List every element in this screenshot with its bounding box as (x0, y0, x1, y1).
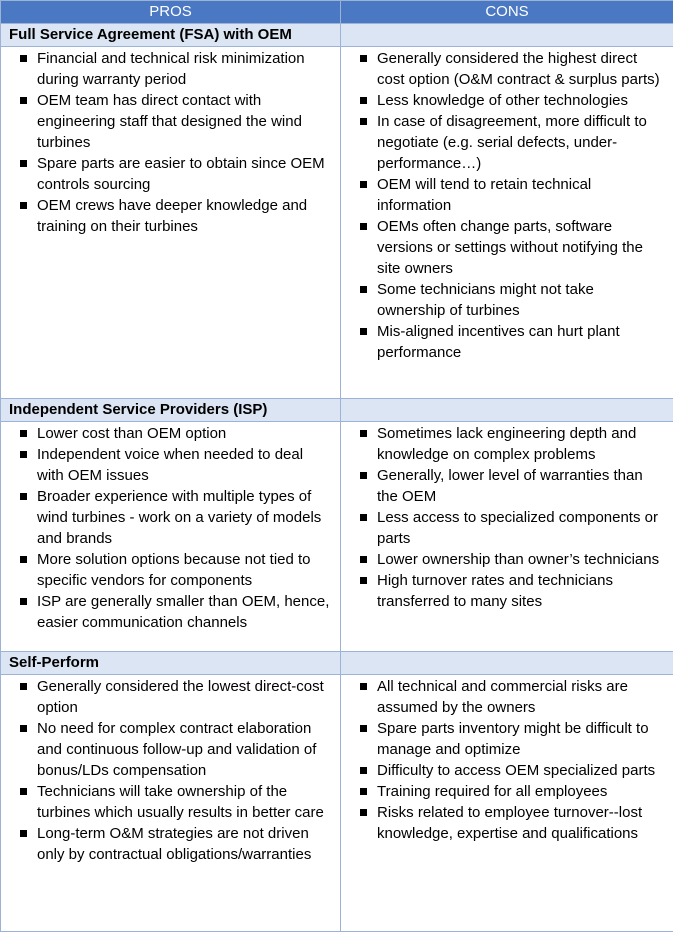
bullet-icon (20, 160, 27, 167)
item-text: No need for complex contract elaboration and continuous follow-up and validation of bonus/LDs compensation (37, 720, 316, 779)
list-item (9, 48, 332, 90)
item-text: Long-term O&M strategies are not driven only by contractual obligations/warranties (37, 825, 311, 863)
item-text: Broader experience with multiple types of wind turbines - work on a variety of models and brands (37, 488, 321, 547)
item-text: Risks related to employee turnover--lost knowledge, expertise and qualifications (377, 804, 642, 842)
cons-cell-isp (341, 422, 673, 652)
bullet-icon (360, 514, 367, 521)
item-text: High turnover rates and technicians transferred to many sites (377, 572, 613, 610)
section-title-isp: Independent Service Providers (ISP) (1, 399, 341, 422)
list-item (349, 676, 665, 718)
bullet-icon (360, 788, 367, 795)
pros-cell-self-perform (1, 675, 341, 932)
bullet-icon (20, 97, 27, 104)
cons-list-isp (341, 422, 673, 616)
list-item (349, 279, 665, 321)
list-item (9, 90, 332, 153)
list-item (9, 718, 332, 781)
bullet-icon (360, 767, 367, 774)
bullet-icon (360, 55, 367, 62)
section-title-fsa: Full Service Agreement (FSA) with OEM (1, 24, 341, 47)
item-text: Spare parts inventory might be difficult to manage and optimize (377, 720, 649, 758)
list-item (9, 676, 332, 718)
item-text: Training required for all employees (377, 783, 607, 800)
item-text: Less knowledge of other technologies (377, 92, 628, 109)
list-item (349, 48, 665, 90)
list-item (9, 591, 332, 633)
bullet-icon (360, 223, 367, 230)
cons-cell-self-perform (341, 675, 673, 932)
bullet-icon (360, 181, 367, 188)
item-text: Less access to specialized components or parts (377, 509, 658, 547)
item-text: Financial and technical risk minimization during warranty period (37, 50, 305, 88)
item-text: Generally considered the lowest direct-cost option (37, 678, 324, 716)
item-text: OEM crews have deeper knowledge and training on their turbines (37, 197, 307, 235)
list-item (349, 549, 665, 570)
item-text: Difficulty to access OEM specialized parts (377, 762, 655, 779)
item-text: Spare parts are easier to obtain since OEM controls sourcing (37, 155, 325, 193)
pros-header: PROS (1, 1, 341, 24)
section-title-row-self-perform (1, 652, 673, 675)
bullet-icon (20, 725, 27, 732)
list-item (349, 781, 665, 802)
item-text: Mis-aligned incentives can hurt plant performance (377, 323, 620, 361)
bullet-icon (20, 683, 27, 690)
list-item (9, 444, 332, 486)
item-text: Technicians will take ownership of the turbines which usually results in better care (37, 783, 324, 821)
item-text: Sometimes lack engineering depth and knowledge on complex problems (377, 425, 636, 463)
bullet-icon (360, 683, 367, 690)
section-content-row-fsa (1, 47, 673, 399)
list-item (9, 153, 332, 195)
section-title-row-fsa (1, 24, 673, 47)
list-item (349, 570, 665, 612)
bullet-icon (360, 556, 367, 563)
item-text: ISP are generally smaller than OEM, hence, easier communication channels (37, 593, 329, 631)
bullet-icon (360, 118, 367, 125)
cons-list-self-perform (341, 675, 673, 848)
section-content-row-self-perform (1, 675, 673, 932)
item-text: Generally considered the highest direct cost option (O&M contract & surplus parts) (377, 50, 660, 88)
item-text: Lower ownership than owner’s technicians (377, 551, 659, 568)
bullet-icon (20, 830, 27, 837)
list-item (349, 507, 665, 549)
item-text: All technical and commercial risks are assumed by the owners (377, 678, 628, 716)
bullet-icon (360, 472, 367, 479)
list-item (349, 465, 665, 507)
section-title-blank (341, 24, 673, 47)
bullet-icon (20, 493, 27, 500)
list-item (349, 321, 665, 363)
bullet-icon (360, 97, 367, 104)
section-title-row-isp (1, 399, 673, 422)
cons-header: CONS (341, 1, 673, 24)
pros-list-isp (1, 422, 340, 637)
list-item (9, 549, 332, 591)
bullet-icon (360, 286, 367, 293)
bullet-icon (20, 430, 27, 437)
pros-list-fsa (1, 47, 340, 241)
item-text: OEM will tend to retain technical information (377, 176, 591, 214)
list-item (349, 111, 665, 174)
list-item (9, 423, 332, 444)
section-title-blank (341, 652, 673, 675)
pros-cell-fsa (1, 47, 341, 399)
pros-cell-isp (1, 422, 341, 652)
item-text: Generally, lower level of warranties than the OEM (377, 467, 643, 505)
header-row (1, 1, 673, 24)
list-item (9, 195, 332, 237)
item-text: Some technicians might not take ownership of turbines (377, 281, 594, 319)
bullet-icon (20, 202, 27, 209)
item-text: OEMs often change parts, software versions or settings without notifying the site owners (377, 218, 643, 277)
bullet-icon (20, 55, 27, 62)
item-text: Lower cost than OEM option (37, 425, 226, 442)
section-title-self-perform: Self-Perform (1, 652, 341, 675)
list-item (9, 486, 332, 549)
list-item (349, 423, 665, 465)
bullet-icon (20, 598, 27, 605)
list-item (9, 781, 332, 823)
list-item (349, 760, 665, 781)
list-item (349, 216, 665, 279)
bullet-icon (20, 451, 27, 458)
list-item (349, 802, 665, 844)
pros-list-self-perform (1, 675, 340, 869)
item-text: In case of disagreement, more difficult to negotiate (e.g. serial defects, under-performance…) (377, 113, 647, 172)
item-text: OEM team has direct contact with engineering staff that designed the wind turbines (37, 92, 302, 151)
bullet-icon (360, 577, 367, 584)
list-item (349, 174, 665, 216)
cons-list-fsa (341, 47, 673, 367)
list-item (9, 823, 332, 865)
list-item (349, 90, 665, 111)
bullet-icon (20, 788, 27, 795)
bullet-icon (360, 809, 367, 816)
item-text: More solution options because not tied to specific vendors for components (37, 551, 311, 589)
bullet-icon (360, 430, 367, 437)
cons-cell-fsa (341, 47, 673, 399)
bullet-icon (360, 725, 367, 732)
bullet-icon (360, 328, 367, 335)
list-item (349, 718, 665, 760)
section-title-blank (341, 399, 673, 422)
bullet-icon (20, 556, 27, 563)
section-content-row-isp (1, 422, 673, 652)
item-text: Independent voice when needed to deal with OEM issues (37, 446, 303, 484)
